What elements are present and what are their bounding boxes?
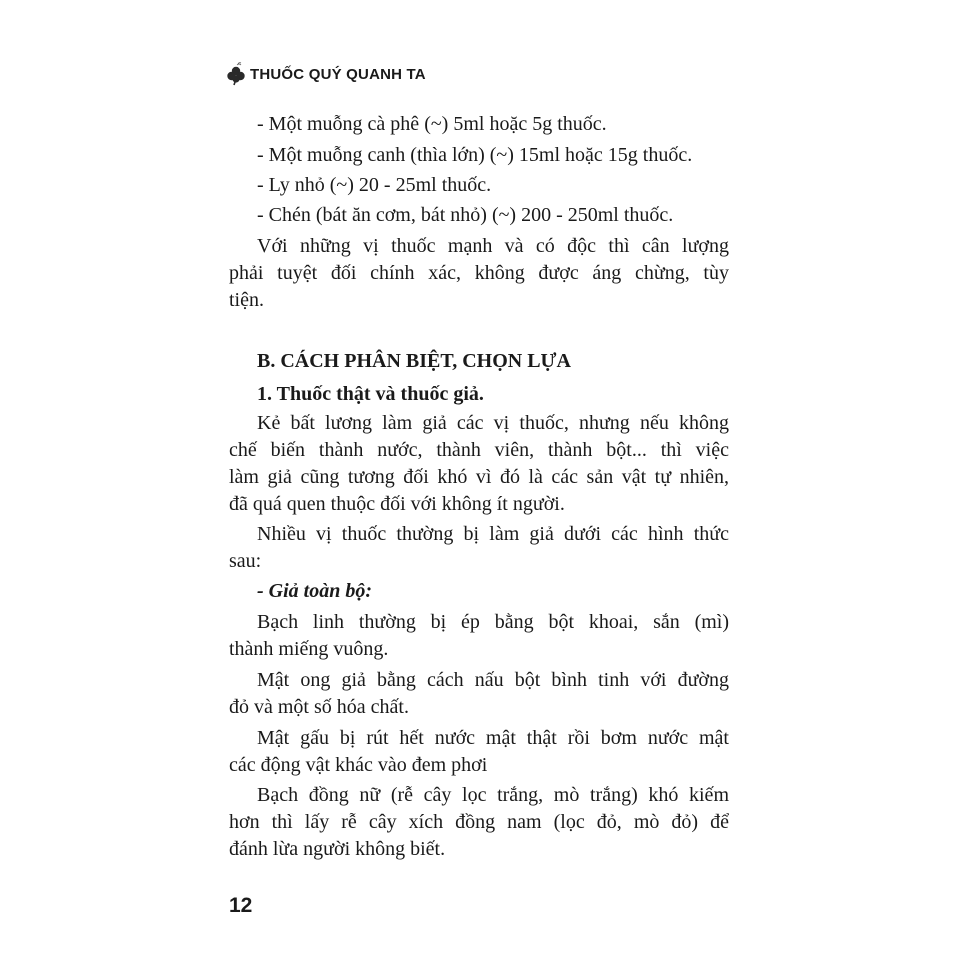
subsection-heading: 1. Thuốc thật và thuốc giả. [257,383,484,405]
paragraph-line: hơn thì lấy rễ cây xích đồng nam (lọc đỏ, mò đỏ) để [229,811,729,833]
paragraph-line: Nhiều vị thuốc thường bị làm giả dưới các hình thức [257,523,729,545]
paragraph-line: Kẻ bất lương làm giả các vị thuốc, nhưng nếu không [257,412,729,434]
list-item: - Một muỗng cà phê (~) 5ml hoặc 5g thuốc. [257,113,607,135]
header-title: THUỐC QUÝ QUANH TA [250,65,426,83]
paragraph-line: Mật ong giả bằng cách nấu bột bình tinh với đường [257,669,729,691]
section-heading: B. CÁCH PHÂN BIỆT, CHỌN LỰA [257,350,571,372]
paragraph-line: Bạch đồng nữ (rễ cây lọc trắng, mò trắng) khó kiếm [257,784,729,806]
page-number: 12 [229,894,253,917]
list-item: - Ly nhỏ (~) 20 - 25ml thuốc. [257,174,492,196]
paragraph-line: Bạch linh thường bị ép bằng bột khoai, sắn (mì) [257,611,729,633]
running-header [226,60,426,88]
paragraph-line: Mật gấu bị rút hết nước mật thật rồi bơm nước mật [257,727,729,749]
paragraph-line: Với những vị thuốc mạnh và có độc thì cân lượng [257,235,729,257]
paragraph-line: sau: [229,550,262,572]
list-item: - Một muỗng canh (thìa lớn) (~) 15ml hoặc 15g thuốc. [257,144,693,166]
paragraph-line: đã quá quen thuộc đối với không ít người. [229,493,565,515]
clover-icon [226,62,246,86]
paragraph-line: đánh lừa người không biết. [229,838,446,860]
paragraph-line: phải tuyệt đối chính xác, không được áng chừng, tùy [229,262,729,284]
paragraph-line: các động vật khác vào đem phơi [229,754,488,776]
list-item: - Chén (bát ăn cơm, bát nhỏ) (~) 200 - 250ml thuốc. [257,204,674,226]
subheading-italic: - Giả toàn bộ: [257,580,372,602]
paragraph-line: đỏ và một số hóa chất. [229,696,409,718]
paragraph-line: tiện. [229,289,264,311]
paragraph-line: chế biến thành nước, thành viên, thành bột... thì việc [229,439,729,461]
paragraph-line: làm giả cũng tương đối khó vì đó là các sản vật tự nhiên, [229,466,729,488]
paragraph-line: thành miếng vuông. [229,638,389,660]
